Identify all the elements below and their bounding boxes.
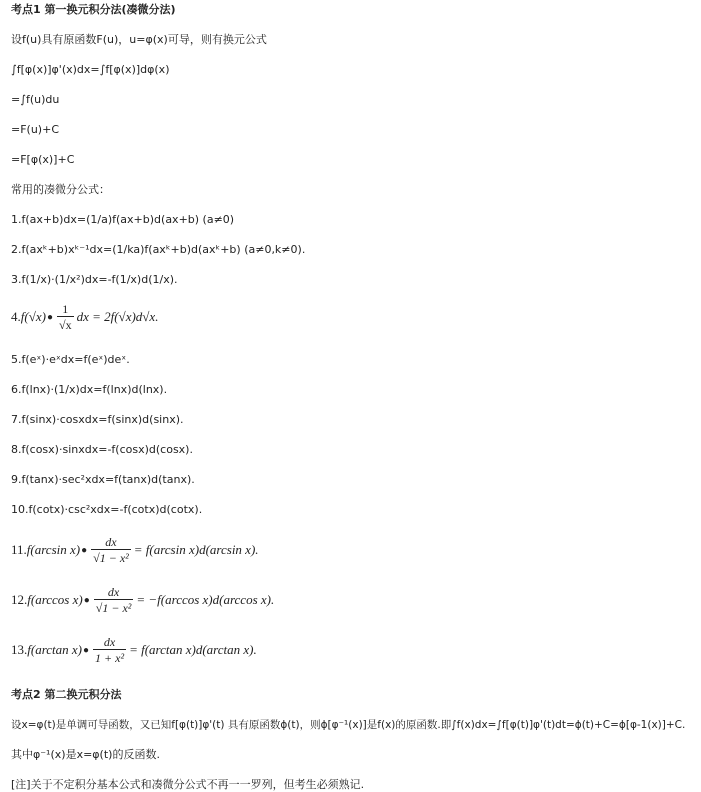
step-4: =F[φ(x)]+C [11,153,75,166]
formula-5: 5.f(eˣ)·eˣdx=f(eˣ)deˣ. [11,353,130,366]
formula-6: 6.f(lnx)·(1/x)dx=f(lnx)d(lnx). [11,383,168,396]
formula-11-numerator: dx [105,535,117,549]
formula-13-rhs: = f(arctan x)d(arctan x). [129,642,257,657]
section2-footnote: [注]关于不定积分基本公式和凑微分公式不再一一罗列，但考生必须熟记. [11,778,365,791]
formula-12-fraction [94,585,134,615]
bullet-icon: ● [83,594,90,606]
formula-10: 10.f(cotx)·csc²xdx=-f(cotx)d(cotx). [11,503,203,516]
formula-11-prefix: 11. [11,542,27,557]
section2-inverse-note: 其中φ⁻¹(x)是x=φ(t)的反函数. [11,748,160,761]
formula-4-numerator: 1 [62,302,69,316]
formula-4-lhs: f(√x) [20,309,46,324]
formula-12-denominator: √1 − x² [95,601,132,615]
bullet-icon: ● [46,311,53,323]
formula-13 [11,632,257,668]
formula-13-fraction [93,635,126,665]
formula-13-lhs: f(arctan x) [27,642,82,657]
formula-11-denominator: √1 − x² [93,551,129,565]
section1-heading: 考点1 第一换元积分法(凑微分法) [11,3,176,16]
formula-3: 3.f(1/x)·(1/x²)dx=-f(1/x)d(1/x). [11,273,178,286]
step-2: =∫f(u)du [11,93,60,106]
formula-13-denominator: 1 + x² [95,651,125,665]
formula-12-prefix: 12. [11,592,28,607]
section2-heading: 考点2 第二换元积分法 [11,688,122,701]
formula-4-prefix: 4. [11,309,21,324]
formula-13-numerator: dx [103,635,116,649]
formula-11-fraction [91,535,131,565]
formula-4-fraction [57,302,74,332]
formula-1: 1.f(ax+b)dx=(1/a)f(ax+b)d(ax+b) (a≠0) [11,213,235,226]
section1-intro: 设f(u)具有原函数F(u)，u=φ(x)可导，则有换元公式 [11,33,267,46]
formula-4-rhs: dx = 2f(√x)d√x. [76,309,159,324]
formula-2: 2.f(axᵏ+b)xᵏ⁻¹dx=(1/ka)f(axᵏ+b)d(axᵏ+b) (a≠0,k≠0). [11,243,306,256]
step-1: ∫f[φ(x)]φ'(x)dx=∫f[φ(x)]dφ(x) [11,63,170,76]
formula-13-prefix: 13. [11,642,28,657]
bullet-icon: ● [81,544,88,556]
formula-12-rhs: = −f(arccos x)d(arccos x). [136,592,275,607]
common-formulas-title: 常用的凑微分公式： [11,183,110,196]
formula-12-numerator: dx [107,585,120,599]
formula-8: 8.f(cosx)·sinxdx=-f(cosx)d(cosx). [11,443,193,456]
formula-12-lhs: f(arccos x) [27,592,83,607]
formula-12 [11,582,274,618]
bullet-icon: ● [83,644,90,656]
formula-11 [11,532,259,568]
step-3: =F(u)+C [11,123,59,136]
formula-11-lhs: f(arcsin x) [26,542,81,557]
formula-9: 9.f(tanx)·sec²xdx=f(tanx)d(tanx). [11,473,195,486]
formula-11-rhs: = f(arcsin x)d(arcsin x). [133,542,259,557]
formula-7: 7.f(sinx)·cosxdx=f(sinx)d(sinx). [11,413,184,426]
formula-4-denominator: √x [58,318,72,332]
formula-4 [11,300,158,334]
section2-paragraph: 设x=φ(t)是单调可导函数，又已知f[φ(t)]φ'(t) 具有原函数ϕ(t)，则ϕ[φ⁻¹(x)]是f(x)的原函数.即∫f(x)dx=∫f[φ(t)]φ'(t)dt=ϕ(t)+C=ϕ[φ-1(x)]+C. [11,719,686,731]
